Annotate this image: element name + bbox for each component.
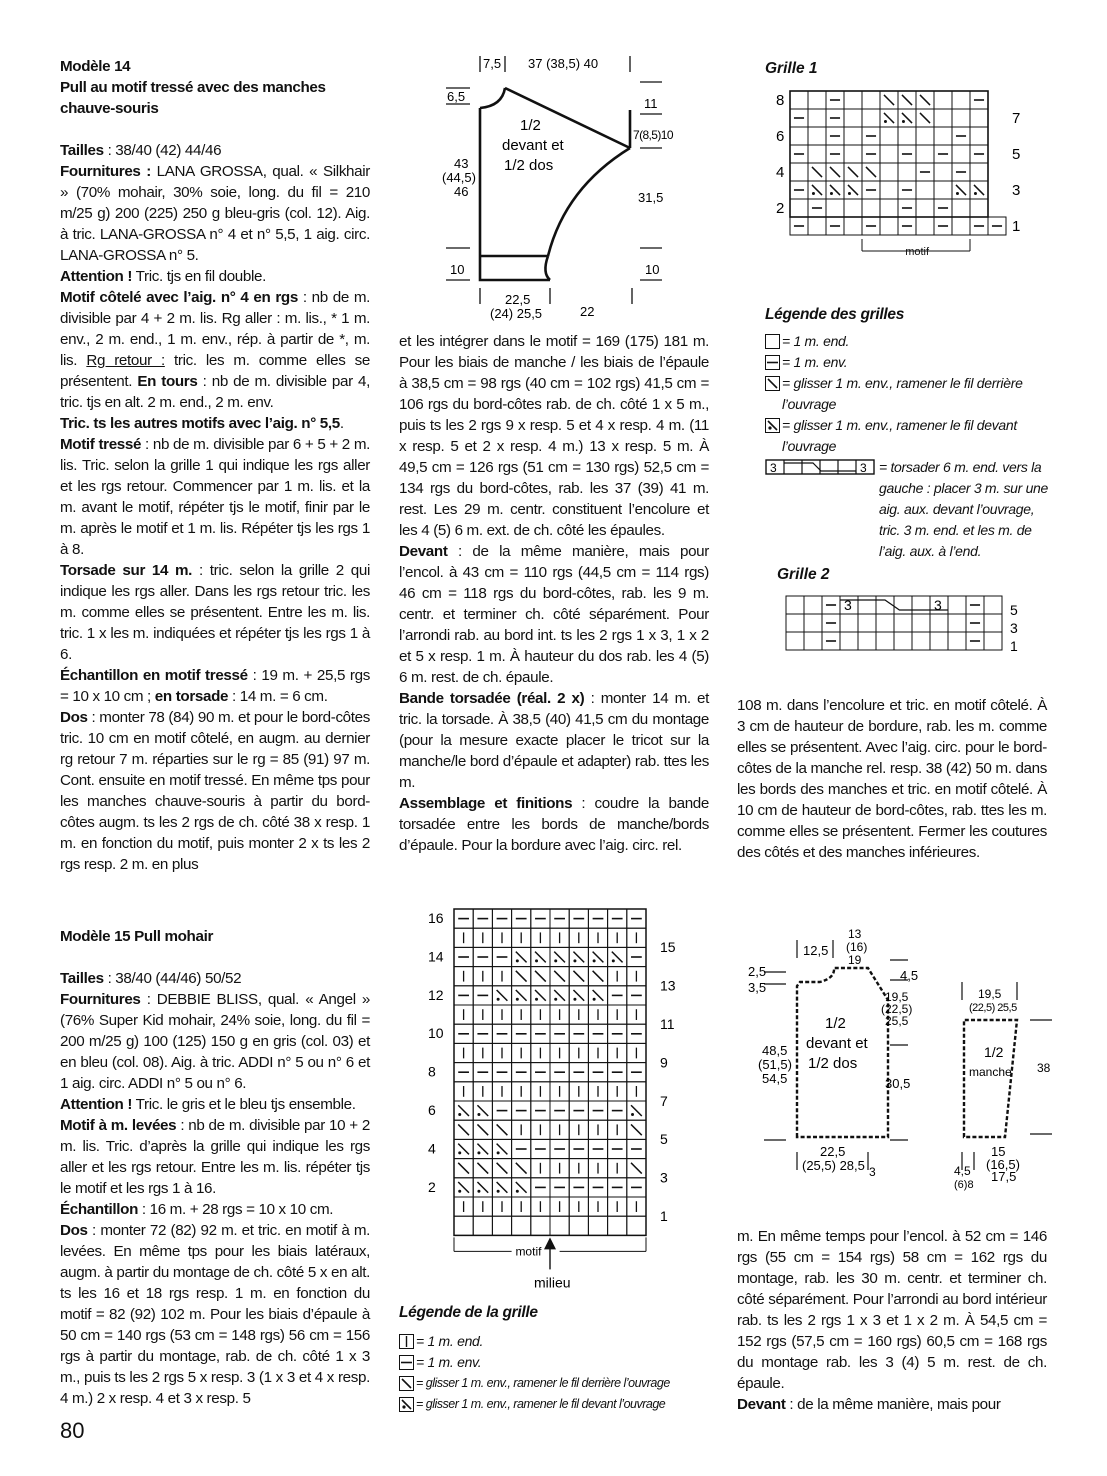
s15-sl2: (6)8 — [954, 1179, 974, 1191]
page-number: 80 — [60, 1418, 85, 1443]
model14-subtitle: Pull au motif tressé avec des manches chauve-souris — [60, 79, 326, 117]
legend2-item: = glisser 1 m. env., ramener le fil derrière l’ouvrage — [399, 1373, 719, 1394]
grid2-row-label: 1 — [1010, 638, 1018, 654]
s15-r2b: (22,5) — [881, 1002, 913, 1016]
slip-front-symbol-icon — [399, 1397, 414, 1412]
s14-l2b: (44,5) — [442, 170, 476, 185]
grille2-title: Grille 2 — [777, 566, 830, 583]
s15-l3a: 48,5 — [762, 1043, 788, 1058]
grid3-row-label: 9 — [660, 1054, 668, 1071]
m15-fournitures: Fournitures : DEBBIE BLISS, qual. « Angel » (76% Super Kid mohair, 24% soie, long. du fil = 200 m/25 g) 100 (125) 150 g en gris (col. 03) et en bleu (col. 08). Aig. à tric. ADDI n° 5 ou n° 6 et 1 aig. circ. ADDI n° 5 ou n° 6. — [60, 991, 370, 1092]
model15-title: Modèle 15 Pull mohair — [60, 928, 214, 945]
s14-top-b: 37 (38,5) 40 — [528, 56, 599, 71]
grille1-title: Grille 1 — [765, 60, 818, 77]
legend2-item: = 1 m. end. — [399, 1331, 719, 1352]
grid2 — [780, 590, 1040, 660]
m14-col3-text: 108 m. dans l’encolure et tric. en motif côtelé. À 3 cm de hauteur de bordure, rab. les m. comme elles se présentent. Avec l’aig. circ. pour le bord-côtes de la manche rel. resp. 38 (42) 50 m. dans les bords des manches et tric. en motif côtelé. À 10 cm de hauteur de bord-côtes, rab. ttes les m. comme elles se présentent. Fermer les coutures des côtés et des manches inférieures. — [737, 697, 1047, 861]
grid3-row-label: 5 — [660, 1131, 668, 1148]
s14-b1a: 22,5 — [505, 292, 531, 307]
grid3-row-label: 4 — [428, 1140, 436, 1157]
s14-c1: 1/2 — [520, 117, 541, 134]
s15-st2: (22,5) 25,5 — [969, 1002, 1017, 1014]
legend1-item: = glisser 1 m. env., ramener le fil derrière l’ouvrage — [765, 373, 1055, 415]
column-right-model15 — [737, 1226, 1047, 1415]
s15-l2: 3,5 — [748, 980, 767, 995]
grid1-row-label: 4 — [776, 164, 785, 181]
m15-echantillon: Échantillon : 16 m. + 28 rgs = 10 x 10 cm. — [60, 1201, 334, 1218]
column-left — [60, 56, 370, 875]
knit-symbol-icon — [765, 334, 780, 349]
s14-r1: 11 — [644, 96, 658, 111]
grid-model15 — [420, 905, 680, 1291]
grid3-milieu-label: milieu — [534, 1274, 571, 1291]
s15-sc2: manche — [969, 1065, 1012, 1079]
s14-l2a: 43 — [454, 156, 469, 171]
legend2-item: = 1 m. env. — [399, 1352, 719, 1373]
grid1-row-label: 3 — [1012, 182, 1021, 199]
grid1-row-label: 5 — [1012, 146, 1021, 163]
model14-title: Modèle 14 — [60, 58, 131, 75]
grid3-row-label: 8 — [428, 1063, 436, 1080]
milieu-arrow-icon — [544, 1237, 556, 1249]
s15-sb2: (16,5) — [986, 1157, 1020, 1172]
slip-back-symbol-icon — [765, 376, 780, 391]
legend1-item: = 1 m. env. — [765, 352, 1055, 373]
svg-text:3: 3 — [844, 597, 852, 613]
s15-l3c: 54,5 — [762, 1071, 788, 1086]
purl-symbol-icon — [765, 355, 780, 370]
legend2-title: Légende de la grille — [399, 1304, 538, 1321]
s14-b1b: (24) 25,5 — [490, 306, 543, 321]
grid3-row-label: 13 — [660, 977, 676, 994]
grid2-row-label: 3 — [1010, 620, 1018, 636]
s15-b2: 3 — [869, 1165, 876, 1179]
column-left-model15 — [60, 926, 370, 1409]
grid3-motif-label: motif — [515, 1244, 542, 1259]
m15-tailles: Tailles : 38/40 (44/46) 50/52 — [60, 970, 242, 987]
s15-sl1: 4,5 — [954, 1164, 971, 1178]
m14-assemblage: Assemblage et finitions : coudre la bande torsadée entre les bords de manche/bords d’épaule. Pour la bordure avec l’aig. circ. rel. — [399, 795, 709, 854]
s14-top-a: 7,5 — [483, 56, 502, 71]
grid2-cells — [786, 596, 1002, 650]
m14-motif-tresse: Motif tressé : nb de m. divisible par 6 + 5 + 2 m. lis. Tric. selon la grille 1 qui indique les rgs aller et les rgs retour. Commencer par 1 m. lis. et la m. avant le motif, répéter tjs le motif, finir par le m. après le motif et 1 m. lis. Répéter tjs les rgs 1 à 8. — [60, 436, 370, 558]
schema-model14 — [430, 48, 700, 328]
m14-motif-cotele: Motif côtelé avec l’aig. n° 4 en rgs : nb de m. divisible par 4 + 2 m. lis. Rg aller : m. lis., * 1 m. env., 2 m. end., 1 m. env., rép. à partir de *, m. lis. Rg retour : tric. les m. comme elles se présentent. En tours : nb de m. divisible par 4, tric. tjs en alt. 2 m. end., 2 m. env. — [60, 289, 371, 411]
s14-c2: devant et — [502, 137, 564, 154]
s15-c1: 1/2 — [825, 1015, 846, 1032]
legend1-item: = 1 m. end. — [765, 331, 1055, 352]
grid3-row-label: 12 — [428, 986, 444, 1003]
cable-symbol-icon — [765, 459, 879, 476]
m15-dos: Dos : monter 72 (82) 92 m. et tric. en motif à m. levées. En même tps pour les biais latéraux, augm. à partir du montage de ch. côté 5 x en alt. ts les 16 et 18 rgs resp. 1 m. en fonction du motif = 82 (92) 102 m. Pour les biais d’épaule à 50 cm = 140 rgs (53 cm = 148 rgs) 56 cm = 156 rgs à partir du montage, rab. de ch. côté 1 x 3 m., puis ts les 2 rgs 5 x resp. 3 (1 x 3 et 4 x resp. 4 m.) 2 x resp. 4 et 3 x resp. 5 — [60, 1222, 370, 1407]
svg-text:3: 3 — [934, 597, 942, 613]
s15-t2c: 19 — [848, 953, 862, 967]
s15-sb3: 17,5 — [991, 1169, 1017, 1184]
m14-tric-autres: Tric. ts les autres motifs avec l’aig. n° 5,5. — [60, 415, 344, 432]
grid3-row-label: 1 — [660, 1208, 668, 1224]
s14-c3: 1/2 dos — [504, 157, 554, 174]
s15-r3: 30,5 — [885, 1076, 911, 1091]
schema-model15 — [740, 920, 1070, 1200]
s14-b2: 22 — [580, 304, 595, 319]
grid3-row-label: 11 — [660, 1016, 675, 1032]
grid3-row-label: 3 — [660, 1169, 668, 1186]
s15-sr: 38 — [1037, 1061, 1051, 1075]
s15-t1: 12,5 — [803, 943, 829, 958]
m14-col2-text: et les intégrer dans le motif = 169 (175) 181 m. Pour les biais de manche / les biais de l’épaule à 38,5 cm = 98 rgs (40 cm = 102 rgs) 41,5 cm = 106 rgs du bord-côtes rab. de ch. côté 1 x 5 m., puis ts les 2 rgs 9 x resp. 5 et 4 x resp. 4 m. (11 x resp. 5 et 2 x resp. 4 m.) 13 x resp. 5 m. À 49,5 cm = 126 rgs (51 cm = 130 rgs) 52,5 cm = 134 rgs du bord-côtes, rab. les 37 (39) 41 m. rest. Les 29 m. centr. constituent l’encolure et les 4 (5) 6 m. ext. de ch. côté les épaules. — [399, 333, 709, 539]
legend-grilles — [765, 304, 1055, 562]
grid1 — [760, 85, 1030, 270]
grid1-row-label: 2 — [776, 200, 785, 217]
s15-sc1: 1/2 — [984, 1044, 1004, 1060]
grid1-row-label: 8 — [776, 92, 785, 109]
legend2-item: = glisser 1 m. env., ramener le fil devant l’ouvrage — [399, 1394, 719, 1415]
grid3-row-label: 2 — [428, 1178, 436, 1195]
purl-symbol-icon — [399, 1355, 414, 1370]
slip-front-symbol-icon — [765, 418, 780, 433]
grid3-row-label: 15 — [660, 939, 676, 956]
grid3-row-label: 7 — [660, 1092, 668, 1109]
s15-c2: devant et — [806, 1035, 868, 1052]
m14-dos: Dos : monter 78 (84) 90 m. et pour le bord-côtes tric. 10 cm en motif côtelé, en augm. au dernier rg retour 7 m. réparties sur le rg = 85 (91) 97 m. Cont. ensuite en motif tressé. En même tps pour les manches chauve-souris à partir du bord-côtes augm. ts les 2 rgs de ch. côté 38 x resp. 1 m. en fonction du motif, puis monter 2 x ts les 2 rgs resp. 2 m. en plus — [60, 709, 370, 873]
s15-t2a: 13 — [848, 927, 862, 941]
s14-r4: 10 — [645, 262, 660, 277]
m15-attention: Attention ! Tric. le gris et le bleu tjs ensemble. — [60, 1096, 356, 1113]
s15-sb1: 15 — [991, 1144, 1006, 1159]
s15-st1: 19,5 — [978, 987, 1002, 1001]
slip-back-symbol-icon — [399, 1376, 414, 1391]
grid1-cells — [790, 91, 1006, 235]
grid2-row-label: 5 — [1010, 602, 1018, 618]
column-middle — [399, 331, 709, 856]
m14-echantillon: Échantillon en motif tressé : 19 m. + 25,5 rgs = 10 x 10 cm ; en torsade : 14 m. = 6 cm. — [60, 667, 370, 705]
m14-tailles: Tailles : 38/40 (42) 44/46 — [60, 142, 222, 159]
s14-l3: 10 — [450, 262, 465, 277]
s14-r2: 7(8,5)10 — [633, 128, 673, 142]
m15-devant: Devant : de la même manière, mais pour — [737, 1396, 1001, 1413]
column-right — [737, 695, 1047, 863]
s15-b1a: 22,5 — [820, 1144, 846, 1159]
s14-l2c: 46 — [454, 184, 469, 199]
m14-bande-torsadee: Bande torsadée (réal. 2 x) : monter 14 m. et tric. la torsade. À 38,5 (40) 41,5 cm du montage (pour la mesure exacte placer le tricot sur la manche/le bord d’épaule et adapter) rab. ttes les m. — [399, 690, 709, 791]
m14-torsade: Torsade sur 14 m. : tric. selon la grille 2 qui indique les rgs aller. Dans les rgs retour tric. les m. comme elles se présentent. Entre les m. lis. tric. 1 x les m. indiquées et répéter tjs les rgs 1 à 6. — [60, 562, 370, 663]
svg-text:3: 3 — [860, 461, 867, 475]
grid3-row-label: 10 — [428, 1025, 444, 1042]
s15-l3b: (51,5) — [758, 1057, 792, 1072]
grid1-motif-label: motif — [905, 246, 930, 258]
grid1-row-label: 1 — [1012, 218, 1021, 235]
s15-c3: 1/2 dos — [808, 1055, 858, 1072]
grid3-row-label: 6 — [428, 1102, 436, 1118]
s15-b1b: (25,5) 28,5 — [802, 1158, 865, 1173]
m14-attention: Attention ! Tric. tjs en fil double. — [60, 268, 266, 285]
grid3-row-label: 14 — [428, 948, 444, 965]
grid1-row-label: 7 — [1012, 110, 1021, 127]
s15-l1: 2,5 — [748, 964, 767, 979]
s15-r2c: 25,5 — [885, 1014, 909, 1028]
s15-t2b: (16) — [846, 940, 868, 954]
grid3-cells — [454, 909, 646, 1235]
m15-col3-text: m. En même temps pour l’encol. à 52 cm = 146 rgs (55 cm = 154 rgs) 58 cm = 162 rgs du montage, rab. les 30 m. centr. et terminer ch. côté séparément. Pour l’arrondi au bord intérieur rab. ts les 2 rgs 1 x 3 et 1 x 2 m. À 54,5 cm = 152 rgs (57,5 cm = 160 rgs) 60,5 cm = 168 rgs du montage rab. les 3 (4) 5 m. rest. de ch. épaule. — [737, 1228, 1047, 1392]
s15-r1: 4,5 — [900, 968, 919, 983]
m15-motif-levees: Motif à m. levées : nb de m. divisible par 10 + 2 m. lis. Tric. d’après la grille qui indique les rgs aller et les rgs retour. Entre les m. lis. répéter tjs le motif et les rgs 1 à 16. — [60, 1117, 370, 1197]
grid3-row-label: 16 — [428, 910, 444, 926]
legend-grille-m15 — [399, 1302, 719, 1415]
legend1-item-cable: 3 3 = torsader 6 m. end. vers la gauche : placer 3 m. sur une aig. aux. devant l’ouvrage, tric. 3 m. end. et les m. de l’aig. aux. à l’end. — [765, 457, 1055, 562]
legend1-item: = glisser 1 m. env., ramener le fil devant l’ouvrage — [765, 415, 1055, 457]
s14-l1: 6,5 — [447, 89, 466, 104]
s15-r2a: 19,5 — [885, 990, 909, 1004]
m14-devant: Devant : de la même manière, mais pour l’encol. à 43 cm = 110 rgs (44,5 cm = 114 rgs) 46 cm = 118 rgs du bord-côtes, rab. les 9 m. centr. et terminer ch. côté séparément. Pour l’arrondi rab. au bord int. ts les 2 rgs 1 x 3, 1 x 2 et 5 x resp. 1 m. À hauteur du dos rab. les 4 (5) 6 m. rest. de ch. épaule. — [399, 543, 709, 686]
grid1-row-label: 6 — [776, 128, 785, 145]
legend1-title: Légende des grilles — [765, 306, 905, 323]
s14-r3: 31,5 — [638, 190, 664, 205]
svg-text:3: 3 — [770, 461, 777, 475]
knit-symbol-icon — [399, 1334, 414, 1349]
m14-fournitures: Fournitures : LANA GROSSA, qual. « Silkhair » (70% mohair, 30% soie, long. du fil = 210 m/25 g) 200 (225) 250 g bleu-gris (col. 12). Aig. à tric. LANA-GROSSA n° 4 et n° 5,5, 1 aig. circ. LANA-GROSSA n° 5. — [60, 163, 370, 264]
